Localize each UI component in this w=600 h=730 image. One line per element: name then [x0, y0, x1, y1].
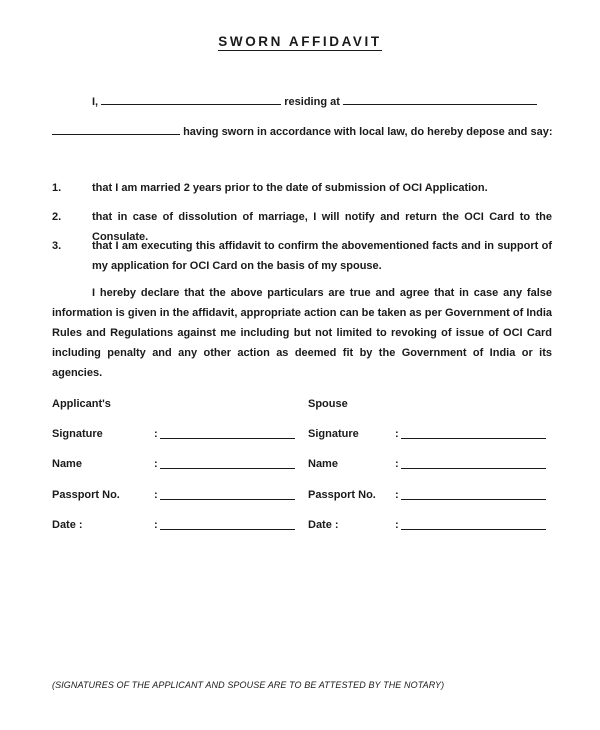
- applicant-name-label: Name: [52, 458, 82, 470]
- applicant-passport-row: [52, 488, 297, 502]
- spouse-signature-colon: :: [395, 428, 399, 440]
- spouse-date-line[interactable]: [401, 529, 546, 530]
- applicant-signature-row: [52, 427, 297, 441]
- intro-prefix: I,: [92, 96, 99, 108]
- item-text-2: that in case of dissolution of marriage, I will notify and return the OCI Card to the Consulate.: [92, 211, 552, 243]
- applicant-signature-colon: :: [154, 428, 158, 440]
- applicant-passport-colon: :: [154, 489, 158, 501]
- applicant-date-row: [52, 518, 297, 532]
- spouse-date-row: [308, 518, 553, 532]
- applicant-date-label: Date :: [52, 519, 83, 531]
- intro-depose-text: having sworn in accordance with local law, do hereby depose and say:: [183, 126, 553, 138]
- spouse-passport-row: [308, 488, 553, 502]
- address-blank-line[interactable]: [343, 94, 537, 105]
- applicant-name-colon: :: [154, 458, 158, 470]
- applicant-passport-label: Passport No.: [52, 489, 120, 501]
- applicant-signature-line[interactable]: [160, 438, 295, 439]
- applicant-name-row: [52, 457, 297, 471]
- document-title: [0, 34, 600, 49]
- intro-residing-label: residing at: [284, 96, 340, 108]
- document-title-text: SWORN AFFIDAVIT: [218, 34, 382, 49]
- intro-line-1: [92, 94, 537, 109]
- spouse-signature-row: [308, 427, 553, 441]
- spouse-passport-line[interactable]: [401, 499, 546, 500]
- intro-line-2: [52, 124, 552, 139]
- location-blank-line[interactable]: [52, 124, 180, 135]
- spouse-passport-colon: :: [395, 489, 399, 501]
- spouse-signature-line[interactable]: [401, 438, 546, 439]
- item-number-1: 1.: [52, 182, 62, 194]
- name-blank-line[interactable]: [101, 94, 281, 105]
- spouse-name-line[interactable]: [401, 468, 546, 469]
- applicant-date-colon: :: [154, 519, 158, 531]
- spouse-passport-label: Passport No.: [308, 489, 376, 501]
- spouse-date-label: Date :: [308, 519, 339, 531]
- applicant-date-line[interactable]: [160, 529, 295, 530]
- spouse-date-colon: :: [395, 519, 399, 531]
- applicant-name-line[interactable]: [160, 468, 295, 469]
- spouse-name-row: [308, 457, 553, 471]
- applicant-heading: Applicant's: [52, 398, 111, 410]
- applicant-signature-label: Signature: [52, 428, 103, 440]
- item-text-1: that I am married 2 years prior to the date of submission of OCI Application.: [92, 182, 488, 194]
- item-number-3: 3.: [52, 240, 62, 252]
- item-text-3: that I am executing this affidavit to confirm the abovementioned facts and in support of my application for OCI Card on the basis of my spouse.: [92, 240, 552, 272]
- spouse-name-colon: :: [395, 458, 399, 470]
- declaration-paragraph: [52, 283, 552, 383]
- spouse-name-label: Name: [308, 458, 338, 470]
- item-number-2: 2.: [52, 211, 62, 223]
- notary-note: (SIGNATURES OF THE APPLICANT AND SPOUSE ARE TO BE ATTESTED BY THE NOTARY): [52, 680, 445, 690]
- spouse-signature-label: Signature: [308, 428, 359, 440]
- declaration-text: I hereby declare that the above particulars are true and agree that in case any false information is given in the affidavit, appropriate action can be taken as per Government of India Rules and Regulations against me including but not limited to revoking of issue of OCI Card including penalty and any other action as deemed fit by the Government of India or its agencies.: [52, 287, 552, 379]
- spouse-heading: Spouse: [308, 398, 348, 410]
- applicant-passport-line[interactable]: [160, 499, 295, 500]
